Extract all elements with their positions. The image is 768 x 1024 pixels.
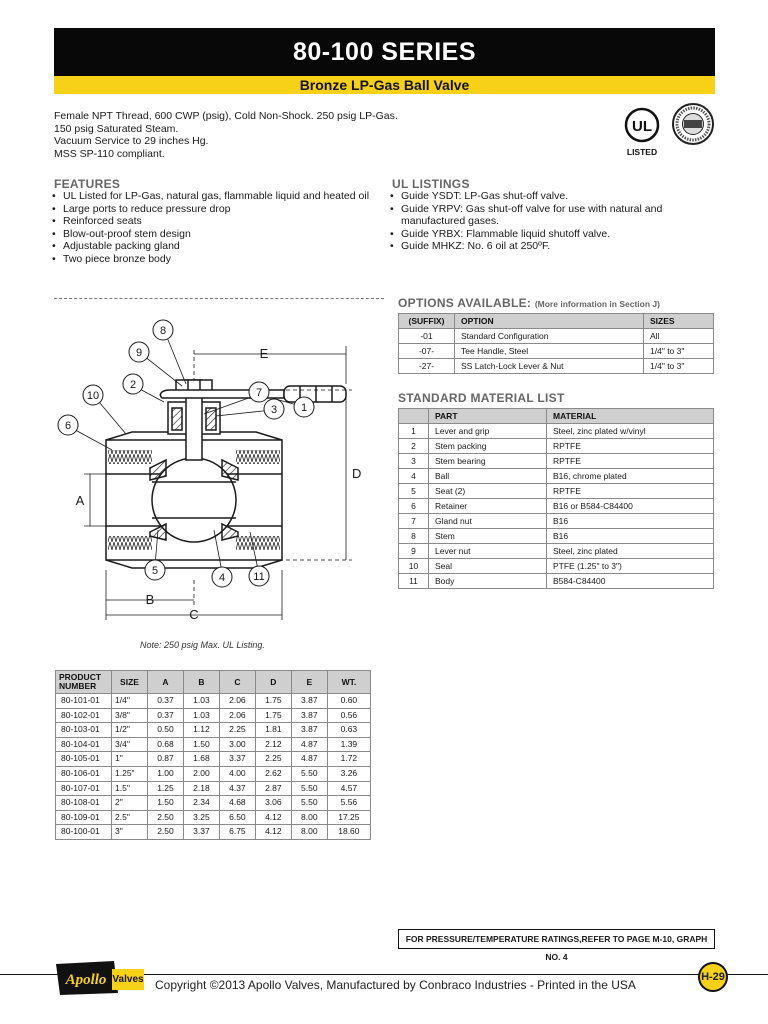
intro-line: Female NPT Thread, 600 CWP (psig), Cold Non-Shock. 250 psig LP-Gas. <box>54 110 398 122</box>
table-cell: Stem packing <box>429 439 547 454</box>
table-cell: Seat (2) <box>429 484 547 499</box>
table-cell: 4.87 <box>291 737 327 752</box>
column-header: C <box>219 671 255 694</box>
table-cell: 1.75 <box>255 708 291 723</box>
table-cell: 2.25 <box>255 752 291 767</box>
table-cell: 0.37 <box>148 708 184 723</box>
table-cell: RPTFE <box>547 439 714 454</box>
table-row <box>56 708 371 723</box>
table-cell: 3.26 <box>327 766 370 781</box>
features-list <box>50 190 390 265</box>
page-title: 80-100 SERIES <box>54 28 715 76</box>
list-item: • Guide YRBX: Flammable liquid shutoff valve. <box>388 228 688 241</box>
svg-text:6: 6 <box>64 420 72 432</box>
table-cell: 2.25 <box>219 723 255 738</box>
column-header: OPTION <box>455 314 644 329</box>
table-cell: 0.60 <box>327 694 370 709</box>
table-cell: 4.37 <box>219 781 255 796</box>
callout-7 <box>249 382 269 402</box>
table-cell: 4.12 <box>255 810 291 825</box>
column-header: PART <box>429 409 547 424</box>
table-cell: 1.25 <box>148 781 184 796</box>
logo-wordmark: Apollo <box>65 972 107 988</box>
callout-6 <box>58 415 78 435</box>
dimension-label-d: D <box>352 466 362 481</box>
table-cell: RPTFE <box>547 454 714 469</box>
table-cell: 80-102-01 <box>56 708 112 723</box>
table-row <box>399 574 714 589</box>
options-table <box>398 313 714 374</box>
table-cell: 0.56 <box>327 708 370 723</box>
pressure-rating-reference: FOR PRESSURE/TEMPERATURE RATINGS,REFER TO PAGE M-10, GRAPH NO. 4 <box>398 929 715 949</box>
table-cell: B16, chrome plated <box>547 469 714 484</box>
table-cell: Lever nut <box>429 544 547 559</box>
table-row <box>56 796 371 811</box>
table-row <box>56 825 371 840</box>
certification-seal-icon <box>671 102 715 146</box>
table-cell: Lever and grip <box>429 424 547 439</box>
table-cell: B16 <box>547 514 714 529</box>
material-table <box>398 408 714 589</box>
logo-suffix: Valves <box>112 974 144 985</box>
table-cell: 2.62 <box>255 766 291 781</box>
table-cell: All <box>644 329 714 344</box>
callout-8 <box>153 320 173 340</box>
svg-text:2: 2 <box>129 379 137 391</box>
table-cell: B16 or B584-C84400 <box>547 499 714 514</box>
table-cell: 2.87 <box>255 781 291 796</box>
valve-cross-section-diagram <box>54 310 374 630</box>
table-cell: 0.68 <box>148 737 184 752</box>
table-cell: RPTFE <box>547 484 714 499</box>
table-cell: 3.87 <box>291 723 327 738</box>
table-row <box>56 810 371 825</box>
table-row <box>399 344 714 359</box>
column-header: MATERIAL <box>547 409 714 424</box>
table-cell: 4.87 <box>291 752 327 767</box>
table-cell: 1.68 <box>183 752 219 767</box>
table-cell: 1.25" <box>112 766 148 781</box>
column-header: B <box>183 671 219 694</box>
table-row <box>399 514 714 529</box>
callout-9 <box>129 342 149 362</box>
table-cell: 80-104-01 <box>56 737 112 752</box>
table-cell: 1.39 <box>327 737 370 752</box>
svg-text:8: 8 <box>159 325 167 337</box>
table-cell: 4 <box>399 469 429 484</box>
section-divider <box>54 298 384 299</box>
dimension-label-c: C <box>189 607 199 622</box>
options-heading <box>398 296 660 310</box>
table-cell: Body <box>429 574 547 589</box>
table-cell: 2.18 <box>183 781 219 796</box>
table-cell: 1/2" <box>112 723 148 738</box>
list-item: • Blow-out-proof stem design <box>50 228 390 241</box>
table-cell: Gland nut <box>429 514 547 529</box>
table-cell: 80-101-01 <box>56 694 112 709</box>
list-item: • Guide YRPV: Gas shut-off valve for use with natural and manufactured gases. <box>388 203 688 228</box>
table-cell: 6 <box>399 499 429 514</box>
svg-text:10: 10 <box>86 390 100 402</box>
table-row <box>56 781 371 796</box>
table-cell: B584-C84400 <box>547 574 714 589</box>
table-cell: 80-105-01 <box>56 752 112 767</box>
list-item: • Large ports to reduce pressure drop <box>50 203 390 216</box>
table-cell: Tee Handle, Steel <box>455 344 644 359</box>
list-item: • Adjustable packing gland <box>50 240 390 253</box>
table-cell: 80-106-01 <box>56 766 112 781</box>
table-cell: 1 <box>399 424 429 439</box>
table-cell: 3.87 <box>291 708 327 723</box>
intro-specs <box>54 110 414 160</box>
table-cell: 2.50 <box>148 825 184 840</box>
features-heading: FEATURES <box>54 177 121 191</box>
table-row <box>399 529 714 544</box>
table-cell: 1.75 <box>255 694 291 709</box>
table-cell: 1.03 <box>183 708 219 723</box>
table-cell: 7 <box>399 514 429 529</box>
table-cell: -07- <box>399 344 455 359</box>
callout-2 <box>123 374 143 394</box>
table-cell: 1/4" to 3" <box>644 359 714 374</box>
apollo-valves-logo <box>54 960 146 996</box>
table-cell: 17.25 <box>327 810 370 825</box>
table-cell: 1" <box>112 752 148 767</box>
table-header-row <box>399 409 714 424</box>
page-subtitle: Bronze LP-Gas Ball Valve <box>54 76 715 94</box>
callout-4 <box>212 567 232 587</box>
table-cell: 80-108-01 <box>56 796 112 811</box>
dimension-label-e: E <box>259 346 269 361</box>
column-header: (SUFFIX) <box>399 314 455 329</box>
table-cell: 4.68 <box>219 796 255 811</box>
table-cell: 6.50 <box>219 810 255 825</box>
table-cell: 8 <box>399 529 429 544</box>
table-cell: 2 <box>399 439 429 454</box>
table-cell: Stem <box>429 529 547 544</box>
table-row <box>56 723 371 738</box>
table-cell: PTFE (1.25" to 3") <box>547 559 714 574</box>
table-cell: 2.34 <box>183 796 219 811</box>
table-cell: 9 <box>399 544 429 559</box>
svg-text:9: 9 <box>135 347 143 359</box>
table-row <box>399 329 714 344</box>
table-cell: 3/4" <box>112 737 148 752</box>
column-header <box>399 409 429 424</box>
svg-text:4: 4 <box>218 572 226 584</box>
ul-listings-list <box>388 190 688 253</box>
page-number-badge: H-29 <box>698 962 728 992</box>
column-header: PRODUCT NUMBER <box>56 671 112 694</box>
table-cell: 1.50 <box>148 796 184 811</box>
table-cell: 8.00 <box>291 810 327 825</box>
intro-line: 150 psig Saturated Steam. <box>54 122 179 135</box>
table-cell: 3 <box>399 454 429 469</box>
table-cell: 5 <box>399 484 429 499</box>
dimension-label-b: B <box>145 592 155 607</box>
table-cell: Retainer <box>429 499 547 514</box>
table-cell: 0.50 <box>148 723 184 738</box>
table-cell: 1.5" <box>112 781 148 796</box>
svg-text:7: 7 <box>255 387 263 399</box>
material-list-heading: STANDARD MATERIAL LIST <box>398 391 565 405</box>
table-header-row <box>56 671 371 694</box>
table-cell: 3.25 <box>183 810 219 825</box>
table-cell: 10 <box>399 559 429 574</box>
table-cell: 4.57 <box>327 781 370 796</box>
table-cell: SS Latch-Lock Lever & Nut <box>455 359 644 374</box>
table-cell: 0.37 <box>148 694 184 709</box>
column-header: WT. <box>327 671 370 694</box>
list-item: • Reinforced seats <box>50 215 390 228</box>
table-cell: 8.00 <box>291 825 327 840</box>
table-row <box>399 484 714 499</box>
copyright-text: Copyright ©2013 Apollo Valves, Manufactured by Conbraco Industries - Printed in the USA <box>155 978 636 992</box>
callout-3 <box>264 399 284 419</box>
svg-text:11: 11 <box>253 571 265 583</box>
callout-10 <box>83 385 103 405</box>
list-item: • Guide YSDT: LP-Gas shut-off valve. <box>388 190 688 203</box>
table-cell: 0.87 <box>148 752 184 767</box>
table-cell: 4.12 <box>255 825 291 840</box>
table-row <box>399 424 714 439</box>
dimensions-table <box>55 670 371 840</box>
table-cell: 3.37 <box>183 825 219 840</box>
column-header: D <box>255 671 291 694</box>
callout-5 <box>145 560 165 580</box>
list-item: • Two piece bronze body <box>50 253 390 266</box>
table-cell: 1.81 <box>255 723 291 738</box>
column-header: SIZES <box>644 314 714 329</box>
svg-text:3: 3 <box>270 404 278 416</box>
column-header: SIZE <box>112 671 148 694</box>
table-cell: 80-107-01 <box>56 781 112 796</box>
table-row <box>399 469 714 484</box>
table-cell: Steel, zinc plated w/vinyl <box>547 424 714 439</box>
table-row <box>56 752 371 767</box>
table-row <box>56 737 371 752</box>
table-cell: Seal <box>429 559 547 574</box>
table-cell: 0.63 <box>327 723 370 738</box>
table-row <box>56 694 371 709</box>
table-row <box>399 559 714 574</box>
dimension-label-a: A <box>75 493 85 508</box>
table-cell: 1/4" <box>112 694 148 709</box>
table-cell: 2.5" <box>112 810 148 825</box>
table-cell: 3.37 <box>219 752 255 767</box>
table-cell: Standard Configuration <box>455 329 644 344</box>
column-header: A <box>148 671 184 694</box>
table-cell: 3.87 <box>291 694 327 709</box>
intro-line: Vacuum Service to 29 inches Hg. <box>54 135 209 147</box>
table-cell: 2.06 <box>219 708 255 723</box>
table-row <box>399 454 714 469</box>
table-cell: 18.60 <box>327 825 370 840</box>
table-cell: 80-103-01 <box>56 723 112 738</box>
table-cell: -01 <box>399 329 455 344</box>
options-heading-note: (More information in Section J) <box>534 299 660 309</box>
table-cell: 1.00 <box>148 766 184 781</box>
svg-text:1: 1 <box>300 402 308 414</box>
table-cell: 6.75 <box>219 825 255 840</box>
table-cell: 3/8" <box>112 708 148 723</box>
ul-logo-caption: LISTED <box>626 147 658 157</box>
table-cell: 80-100-01 <box>56 825 112 840</box>
table-cell: Stem bearing <box>429 454 547 469</box>
table-header-row <box>399 314 714 329</box>
callout-1 <box>294 397 314 417</box>
table-cell: 1.72 <box>327 752 370 767</box>
table-cell: 5.50 <box>291 796 327 811</box>
ul-logo-mark: UL <box>632 118 652 135</box>
table-cell: -27- <box>399 359 455 374</box>
table-cell: Steel, zinc plated <box>547 544 714 559</box>
table-row <box>399 439 714 454</box>
list-item: • Guide MHKZ: No. 6 oil at 250ºF. <box>388 240 688 253</box>
ul-listing-note: Note: 250 psig Max. UL Listing. <box>140 640 265 650</box>
table-cell: B16 <box>547 529 714 544</box>
options-heading-text: OPTIONS AVAILABLE: <box>398 296 532 310</box>
table-row <box>399 499 714 514</box>
table-cell: 3" <box>112 825 148 840</box>
list-item: • UL Listed for LP-Gas, natural gas, flammable liquid and heated oil <box>50 190 390 203</box>
table-cell: 80-109-01 <box>56 810 112 825</box>
column-header: E <box>291 671 327 694</box>
table-row <box>399 544 714 559</box>
table-cell: 3.06 <box>255 796 291 811</box>
table-cell: 3.00 <box>219 737 255 752</box>
table-cell: 1.12 <box>183 723 219 738</box>
ul-listings-heading: UL LISTINGS <box>392 177 470 191</box>
table-cell: 1/4" to 3" <box>644 344 714 359</box>
table-cell: 2.06 <box>219 694 255 709</box>
table-cell: 5.56 <box>327 796 370 811</box>
table-cell: Ball <box>429 469 547 484</box>
ul-listed-logo <box>620 107 664 157</box>
table-cell: 2.50 <box>148 810 184 825</box>
table-cell: 1.50 <box>183 737 219 752</box>
table-cell: 2" <box>112 796 148 811</box>
table-cell: 4.00 <box>219 766 255 781</box>
table-cell: 2.12 <box>255 737 291 752</box>
callout-11 <box>249 566 269 586</box>
svg-text:5: 5 <box>151 565 159 577</box>
table-cell: 2.00 <box>183 766 219 781</box>
table-cell: 1.03 <box>183 694 219 709</box>
intro-line: MSS SP-110 compliant. <box>54 147 165 160</box>
table-cell: 5.50 <box>291 781 327 796</box>
table-cell: 11 <box>399 574 429 589</box>
table-cell: 5.50 <box>291 766 327 781</box>
table-row <box>56 766 371 781</box>
table-row <box>399 359 714 374</box>
